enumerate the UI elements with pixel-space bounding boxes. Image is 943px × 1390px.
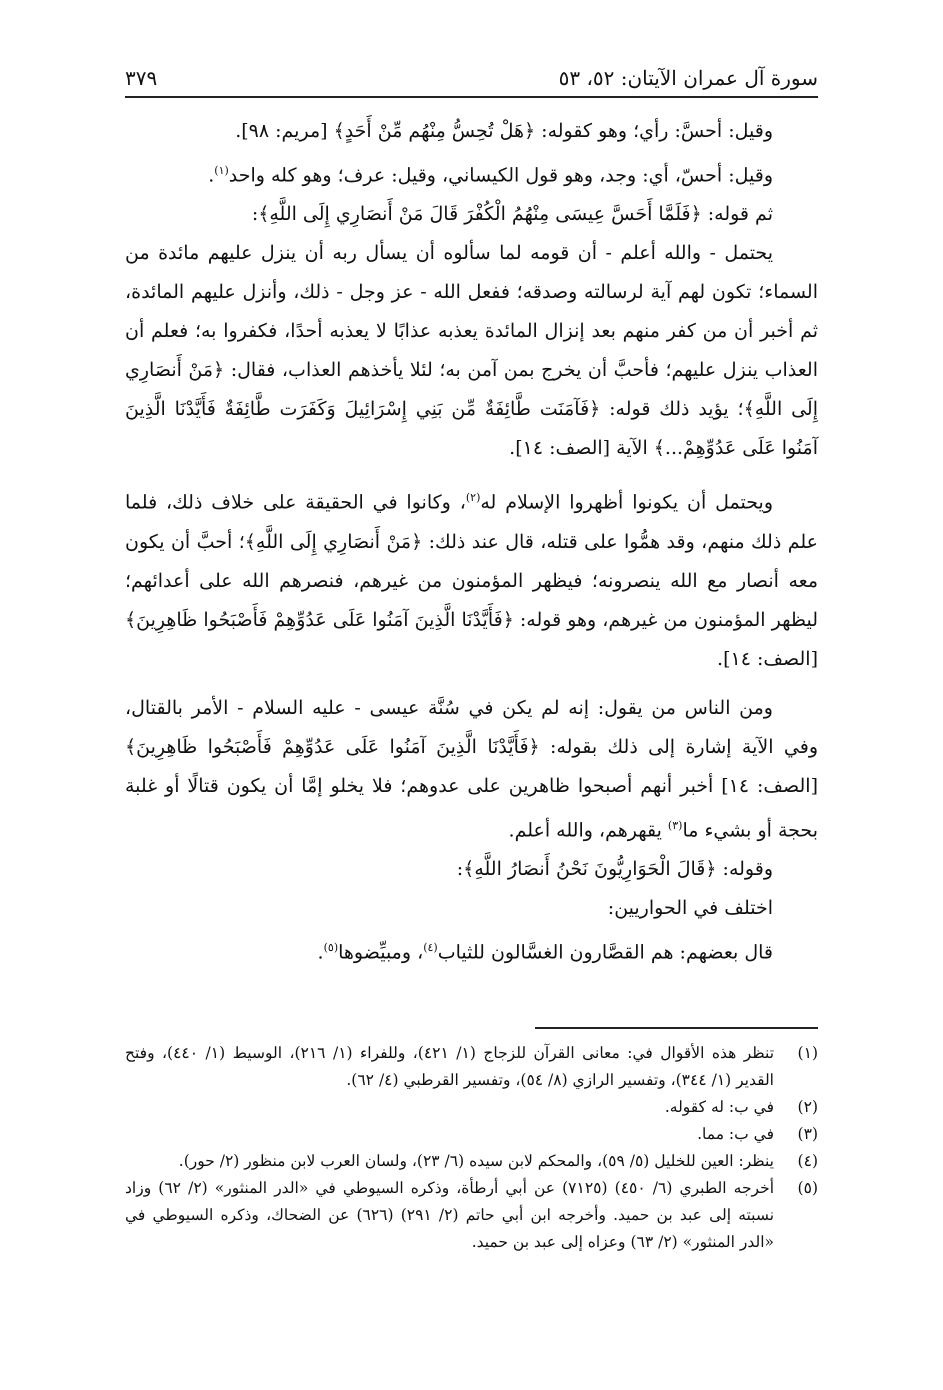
footnote-text: أخرجه الطبري (٦/ ٤٥٠) (٧١٢٥) عن أبي أرطأة، وذكره السيوطي في «الدر المنثور» (٢/ ٦٢) وزاد نسبته إلى عبد بن حميد. وأخرجه ابن أبي حاتم (٢/ ٢٩١) (٦٢٦) عن الضحاك، وذكره السيوطي في «الدر المنثور» (٢/ ٦٣) وعزاه إلى عبد بن حميد. <box>125 1179 775 1251</box>
paragraph <box>125 151 818 195</box>
footnote-number: (٥) <box>797 1179 818 1197</box>
header-title: سورة آل عمران الآيتان: ٥٢، ٥٣ <box>558 66 818 90</box>
paragraph-text: وقيل: أحسّ، أي: وجد، وهو قول الكيساني، وقيل: عرف؛ وهو كله واحد <box>228 164 773 187</box>
footnote-separator <box>535 1027 818 1029</box>
paragraph-text: ويحتمل أن يكونوا أظهروا الإسلام له <box>480 491 773 514</box>
footnote-ref: (١) <box>214 164 229 177</box>
paragraph <box>125 478 818 678</box>
paragraph: ثم قوله: ﴿فَلَمَّا أَحَسَّ عِيسَى مِنْهُمُ الْكُفْرَ قَالَ مَنْ أَنصَارِي إِلَى اللَّهِ﴾: <box>251 203 773 226</box>
footnote-ref: (٢) <box>465 491 481 505</box>
footnote <box>125 1175 818 1256</box>
footnote <box>125 1094 818 1121</box>
footnote-ref: (٤) <box>423 940 438 954</box>
footnotes <box>125 1040 818 1256</box>
paragraph-end: . <box>208 164 215 187</box>
paragraph: وقوله: ﴿قَالَ الْحَوَارِيُّونَ نَحْنُ أَنصَارُ اللَّهِ﴾: <box>456 857 773 880</box>
footnote-text: ينظر: العين للخليل (٥/ ٥٩)، والمحكم لابن سيده (٦/ ٢٣)، ولسان العرب لابن منظور (٢/ حور). <box>178 1152 774 1170</box>
paragraph <box>125 928 818 972</box>
footnote-ref: (٥) <box>323 940 339 954</box>
paragraph-end: . <box>317 941 324 964</box>
paragraph-text: قال بعضهم: هم القصَّارون الغسَّالون للثياب <box>437 941 773 964</box>
paragraph: اختلف في الحواريين: <box>607 896 773 919</box>
page-number: ٣٧٩ <box>125 66 158 90</box>
footnote <box>125 1148 818 1175</box>
paragraph-text: ، وكانوا في الحقيقة على خلاف ذلك، فلما علم ذلك منهم، وقد همُّوا على قتله، قال عند ذلك: ﴿مَنْ أَنصَارِي إِلَى اللَّهِ﴾؛ أحبَّ أن يكون معه أنصار مع الله ينصرونه؛ فيظهر المؤمنون من غيرهم، فنصرهم الله على أعدائهم؛ ليظهر المؤمنون من غيرهم، وهو قوله: ﴿فَأَيَّدْنَا الَّذِينَ آمَنُوا عَلَى عَدُوِّهِمْ فَأَصْبَحُوا ظَاهِرِينَ﴾ [الصف: ١٤]. <box>125 491 818 670</box>
footnote-text: تنظر هذه الأقوال في: معانى القرآن للزجاج (١/ ٤٢١)، وللفراء (١/ ٢١٦)، الوسيط (١/ ٤٤٠)، وفتح القدير (١/ ٣٤٤)، وتفسير الرازي (٨/ ٥٤)، وتفسير القرطبي (٤/ ٦٢). <box>125 1044 775 1089</box>
paragraph: وقيل: أحسَّ: رأي؛ وهو كقوله: ﴿هَلْ تُحِسُّ مِنْهُم مِّنْ أَحَدٍ﴾ [مريم: ٩٨]. <box>235 120 773 142</box>
footnote-number: (٤) <box>797 1152 818 1170</box>
footnote-number: (٢) <box>797 1098 818 1116</box>
paragraph-text: يقهرهم، والله أعلم. <box>508 818 668 841</box>
paragraph-text: ومن الناس من يقول: إنه لم يكن في سُنَّة عيسى - عليه السلام - الأمر بالقتال، وفي الآية إشارة إلى ذلك بقوله: ﴿فَأَيَّدْنَا الَّذِينَ آمَنُوا عَلَى عَدُوِّهِمْ فَأَصْبَحُوا ظَاهِرِينَ﴾ [الصف: ١٤] أخبر أنهم أصبحوا ظاهرين على عدوهم؛ فلا يخلو إمَّا أن يكون قتالًا أو غلبة بحجة أو بشيء ما <box>125 696 818 841</box>
footnote-text: في ب: له كقوله. <box>664 1098 774 1116</box>
footnote-number: (٣) <box>797 1125 818 1143</box>
footnote-text: في ب: مما. <box>697 1125 774 1143</box>
paragraph <box>125 689 818 850</box>
footnote <box>125 1040 818 1094</box>
footnote-ref: (٣) <box>667 818 683 832</box>
paragraph: يحتمل - والله أعلم - أن قومه لما سألوه أن يسأل ربه أن ينزل عليهم مائدة من السماء؛ تكون لهم آية لرسالته وصدقه؛ ففعل الله - عز وجل - ذلك، وأنزل عليهم المائدة، ثم أخبر أن من كفر منهم بعد إنزال المائدة يعذبه عذابًا لا يعذبه أحدًا، فكفروا به؛ فعلم أن العذاب ينزل عليهم؛ فأحبَّ أن يخرج بمن آمن به؛ لئلا يأخذهم العذاب، فقال: ﴿مَنْ أَنصَارِي إِلَى اللَّهِ﴾؛ يؤيد ذلك قوله: ﴿فَآمَنَت طَّائِفَةٌ مِّن بَنِي إِسْرَائِيلَ وَكَفَرَت طَّائِفَةٌ فَأَيَّدْنَا الَّذِينَ آمَنُوا عَلَى عَدُوِّهِمْ...﴾ الآية [الصف: ١٤]. <box>125 242 818 460</box>
running-header <box>125 50 818 98</box>
paragraph-text: ، ومبيِّضوها <box>338 941 424 964</box>
footnote-number: (١) <box>797 1044 818 1062</box>
main-text <box>125 112 818 972</box>
footnote <box>125 1121 818 1148</box>
